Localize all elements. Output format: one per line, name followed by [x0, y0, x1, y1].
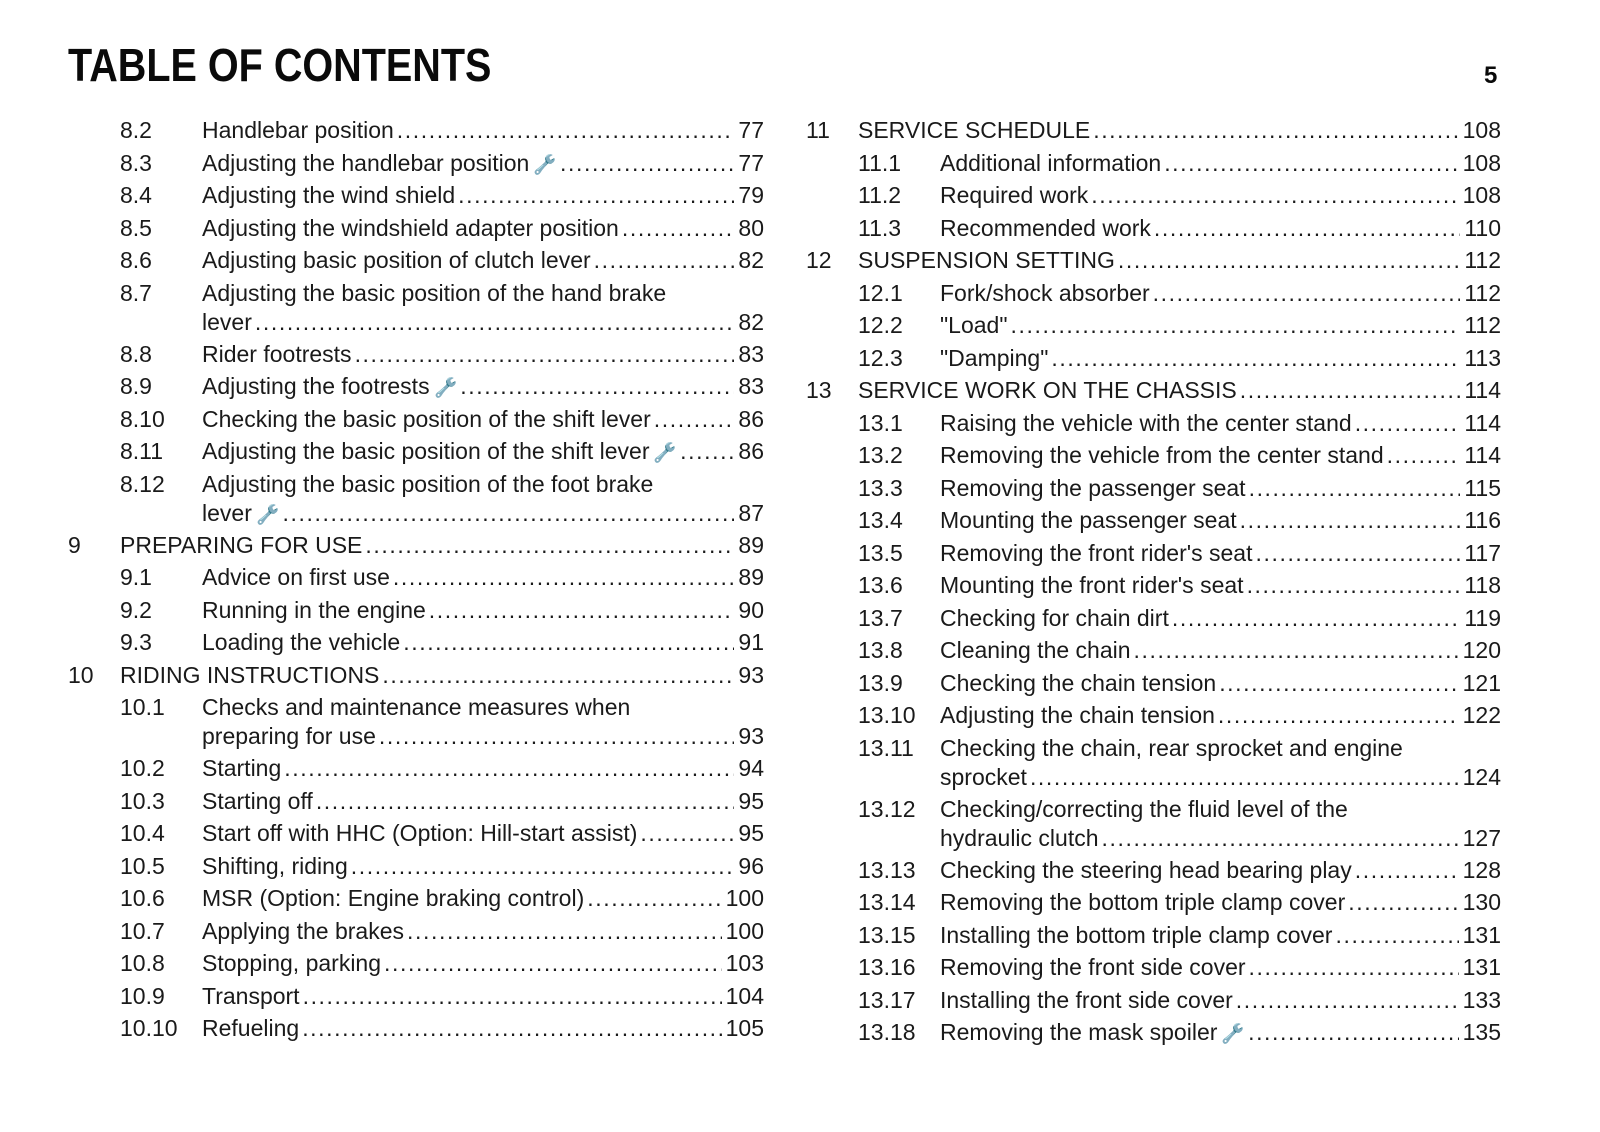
page-reference[interactable]: 83: [738, 340, 764, 367]
dot-leader: [355, 338, 735, 371]
dot-leader: [1218, 699, 1459, 732]
wrench-icon: 🔧: [533, 154, 558, 176]
section-title: Raising the vehicle with the center stand: [940, 409, 1352, 436]
page-reference[interactable]: 108: [1462, 149, 1501, 176]
section-number: 12.1: [858, 279, 903, 306]
toc-chapter-entry[interactable]: [806, 114, 1501, 147]
section-title: "Load": [940, 312, 1008, 338]
dot-leader: [1172, 602, 1460, 635]
wrench-icon: 🔧: [433, 378, 458, 399]
dot-leader: [1255, 537, 1460, 570]
section-title: Handlebar position: [202, 117, 394, 143]
dot-leader: [622, 212, 735, 245]
section-number: 13.8: [858, 637, 903, 663]
dot-leader: [403, 626, 734, 659]
toc-chapter-entry[interactable]: [68, 529, 764, 562]
dot-leader: [1240, 504, 1461, 537]
section-title: Start off with HHC (Option: Hill-start assist): [202, 820, 638, 846]
page-reference[interactable]: 95: [738, 787, 764, 814]
toc-section-entry[interactable]: [68, 1012, 764, 1045]
section-title: Checking the chain, rear sprocket and engine: [940, 734, 1403, 761]
dot-leader: [1247, 569, 1461, 602]
section-number: 13.4: [858, 507, 903, 533]
dot-leader: [1387, 439, 1461, 472]
page-reference[interactable]: 112: [1464, 279, 1501, 306]
dot-leader: [384, 947, 722, 980]
section-title: Cleaning the chain: [940, 637, 1131, 663]
section-number: 11.3: [858, 214, 902, 241]
dot-leader: [316, 785, 735, 818]
page-reference[interactable]: 113: [1464, 344, 1501, 371]
section-title: hydraulic clutch: [940, 824, 1099, 851]
section-title: Removing the front rider's seat: [940, 539, 1253, 566]
dot-leader: [1011, 309, 1461, 342]
section-number: 10.4: [120, 820, 165, 846]
page-reference[interactable]: 118: [1464, 572, 1501, 598]
section-number: 8.8: [120, 340, 152, 367]
toc-section-entry[interactable]: [806, 342, 1501, 375]
page-reference[interactable]: 131: [1462, 954, 1501, 980]
dot-leader: [1134, 634, 1459, 667]
section-title: SERVICE SCHEDULE: [858, 117, 1091, 143]
section-title: Adjusting the wind shield: [202, 182, 456, 208]
section-title: Recommended work: [940, 214, 1151, 241]
dot-leader: [1118, 244, 1460, 277]
page-reference[interactable]: 89: [738, 564, 764, 590]
section-number: 9.3: [120, 629, 152, 655]
page-number: 5: [1484, 62, 1498, 89]
toc-section-entry[interactable]: [806, 504, 1501, 537]
page-reference[interactable]: 89: [738, 531, 764, 558]
page-reference[interactable]: 77: [738, 149, 764, 176]
section-title: Starting off: [202, 787, 313, 814]
section-title: Required work: [940, 182, 1089, 208]
page-reference[interactable]: 112: [1464, 247, 1501, 273]
section-number: 10.5: [120, 852, 165, 879]
section-title: Installing the front side cover: [940, 986, 1233, 1013]
page-reference[interactable]: 93: [738, 723, 764, 749]
section-number: 8.2: [120, 117, 152, 143]
dot-leader: [303, 980, 722, 1013]
dot-leader: [640, 817, 734, 850]
dot-leader: [587, 882, 721, 915]
section-number: 11: [806, 117, 830, 143]
toc-section-entry[interactable]: [806, 147, 1501, 180]
section-number: 9.1: [120, 564, 152, 590]
toc-section-entry[interactable]: [68, 277, 764, 338]
toc-section-entry[interactable]: [68, 114, 764, 147]
dot-leader: [1153, 277, 1461, 310]
section-number: 8.5: [120, 214, 152, 241]
section-number: 13.14: [858, 889, 916, 915]
page-reference[interactable]: 100: [725, 917, 764, 944]
toc-section-entry[interactable]: [806, 699, 1501, 732]
section-title: "Damping": [940, 344, 1049, 371]
section-number: 9: [68, 531, 81, 558]
dot-leader: [680, 435, 734, 468]
page-reference[interactable]: 93: [738, 661, 764, 688]
toc-section-entry[interactable]: [806, 439, 1501, 472]
toc-section-entry[interactable]: [68, 370, 764, 403]
page-reference[interactable]: 82: [738, 308, 764, 335]
section-title: lever: [202, 308, 252, 335]
section-title: Shifting, riding: [202, 852, 348, 879]
section-title: Transport: [202, 982, 300, 1009]
toc-section-entry[interactable]: [806, 634, 1501, 667]
dot-leader: [302, 1012, 721, 1045]
section-number: 8.10: [120, 405, 165, 432]
section-title: Checking the steering head bearing play: [940, 856, 1352, 883]
section-title: Additional information: [940, 149, 1162, 176]
toc-section-entry[interactable]: [68, 980, 764, 1013]
section-number: 13.9: [858, 669, 903, 696]
section-number: 10: [68, 661, 94, 688]
section-number: 10.10: [120, 1015, 178, 1041]
section-number: 10.3: [120, 787, 165, 814]
toc-section-entry[interactable]: [806, 277, 1501, 310]
toc-section-entry[interactable]: [68, 147, 764, 180]
toc-section-entry[interactable]: [68, 915, 764, 948]
section-title: Checking for chain dirt: [940, 604, 1169, 631]
section-title: RIDING INSTRUCTIONS: [120, 661, 380, 688]
toc-section-entry[interactable]: [68, 403, 764, 436]
section-title: Adjusting the basic position of the hand brake: [202, 279, 667, 306]
section-number: 13.11: [858, 734, 914, 761]
toc-section-entry[interactable]: [806, 179, 1501, 212]
page-reference[interactable]: 116: [1464, 507, 1501, 533]
page-reference[interactable]: 83: [738, 373, 764, 399]
dot-leader: [594, 244, 735, 277]
dot-leader: [365, 529, 734, 562]
page-reference[interactable]: 82: [738, 247, 764, 273]
dot-leader: [1051, 342, 1460, 375]
page-reference[interactable]: 130: [1462, 889, 1501, 915]
toc-section-entry[interactable]: [806, 407, 1501, 440]
dot-leader: [1091, 179, 1458, 212]
section-number: 10.9: [120, 982, 165, 1009]
toc-section-entry[interactable]: [68, 212, 764, 245]
page-reference[interactable]: 79: [738, 182, 764, 208]
dot-leader: [255, 306, 735, 339]
dot-leader: [1240, 374, 1461, 407]
section-number: 13.18: [858, 1019, 916, 1045]
page-reference[interactable]: 133: [1462, 986, 1501, 1013]
section-number: 8.12: [120, 470, 165, 497]
section-title: Removing the bottom triple clamp cover: [940, 889, 1346, 915]
section-number: 13.6: [858, 572, 903, 598]
section-number: 13.17: [858, 986, 916, 1013]
dot-leader: [283, 497, 735, 530]
toc-section-entry[interactable]: [806, 919, 1501, 952]
section-number: 13.7: [858, 604, 903, 631]
section-number: 13.16: [858, 954, 916, 980]
toc-section-entry[interactable]: [806, 854, 1501, 887]
section-title: SERVICE WORK ON THE CHASSIS: [858, 377, 1237, 403]
dot-leader: [1030, 761, 1459, 794]
section-number: 12: [806, 247, 832, 273]
section-title: Checks and maintenance measures when: [202, 694, 631, 720]
section-title: Adjusting the handlebar position: [202, 149, 530, 176]
page-reference[interactable]: 114: [1464, 409, 1501, 436]
page-reference[interactable]: 105: [725, 1015, 764, 1041]
toc-section-entry[interactable]: [806, 309, 1501, 342]
dot-leader: [458, 179, 734, 212]
dot-leader: [654, 403, 735, 436]
toc-chapter-entry[interactable]: [806, 374, 1501, 407]
page-title: TABLE OF CONTENTS: [68, 39, 492, 91]
page-reference[interactable]: 103: [725, 950, 764, 976]
page-reference[interactable]: 87: [738, 499, 764, 526]
toc-section-entry[interactable]: [68, 752, 764, 785]
dot-leader: [1249, 472, 1461, 505]
section-title: Mounting the passenger seat: [940, 507, 1237, 533]
section-title: Applying the brakes: [202, 917, 405, 944]
section-title: MSR (Option: Engine braking control): [202, 885, 585, 911]
toc-section-entry[interactable]: [806, 951, 1501, 984]
dot-leader: [382, 659, 734, 692]
dot-leader: [460, 370, 734, 403]
section-title: Loading the vehicle: [202, 629, 401, 655]
dot-leader: [1335, 919, 1458, 952]
wrench-icon: 🔧: [255, 504, 280, 526]
page-reference[interactable]: 131: [1462, 921, 1501, 948]
section-number: 8.7: [120, 279, 152, 306]
page-reference[interactable]: 104: [725, 982, 764, 1009]
page-reference[interactable]: 127: [1462, 824, 1501, 851]
section-number: 12.2: [858, 312, 903, 338]
dot-leader: [284, 752, 734, 785]
section-number: 13: [806, 377, 832, 403]
section-number: 11.1: [858, 149, 902, 176]
section-title: Rider footrests: [202, 340, 352, 367]
page-reference[interactable]: 86: [738, 405, 764, 432]
section-number: 9.2: [120, 596, 152, 623]
section-number: 8.9: [120, 373, 152, 399]
section-title: Checking/correcting the fluid level of the: [940, 795, 1348, 822]
page-reference[interactable]: 86: [738, 438, 764, 464]
section-title: Adjusting the basic position of the foot brake: [202, 470, 654, 497]
toc-section-entry[interactable]: [68, 691, 764, 752]
section-title: Running in the engine: [202, 596, 426, 623]
dot-leader: [1102, 822, 1459, 855]
page-reference[interactable]: 95: [738, 820, 764, 846]
section-number: 10.6: [120, 885, 165, 911]
section-title: Adjusting the chain tension: [940, 702, 1215, 728]
toc-section-entry[interactable]: [806, 537, 1501, 570]
page-reference[interactable]: 77: [738, 117, 764, 143]
toc-section-entry[interactable]: [806, 602, 1501, 635]
section-title: Removing the vehicle from the center stand: [940, 442, 1384, 468]
page-reference[interactable]: 114: [1464, 442, 1501, 468]
section-title: Adjusting the basic position of the shift lever: [202, 438, 650, 464]
page-reference[interactable]: 96: [738, 852, 764, 879]
section-title: preparing for use: [202, 723, 376, 749]
page-reference[interactable]: 135: [1462, 1019, 1501, 1045]
dot-leader: [1348, 886, 1458, 919]
section-title: Removing the front side cover: [940, 954, 1246, 980]
dot-leader: [1154, 212, 1460, 245]
section-number: 10.2: [120, 755, 165, 781]
page-reference[interactable]: 112: [1464, 312, 1501, 338]
dot-leader: [351, 850, 735, 883]
section-title: Checking the basic position of the shift lever: [202, 405, 651, 432]
page-reference[interactable]: 108: [1462, 117, 1501, 143]
section-title: SUSPENSION SETTING: [858, 247, 1115, 273]
dot-leader: [1248, 1016, 1459, 1049]
dot-leader: [429, 594, 735, 627]
toc-section-entry[interactable]: [68, 882, 764, 915]
toc-section-entry[interactable]: [68, 850, 764, 883]
toc-section-entry[interactable]: [806, 732, 1501, 793]
dot-leader: [393, 561, 734, 594]
section-title: Starting: [202, 755, 282, 781]
dot-leader: [1355, 854, 1459, 887]
section-number: 11.2: [858, 182, 902, 208]
page-reference[interactable]: 122: [1462, 702, 1501, 728]
toc-section-entry[interactable]: [68, 338, 764, 371]
page-reference[interactable]: 100: [725, 885, 764, 911]
dot-leader: [1219, 667, 1458, 700]
section-number: 13.3: [858, 474, 903, 501]
page-reference[interactable]: 94: [738, 755, 764, 781]
toc-section-entry[interactable]: [68, 626, 764, 659]
toc-section-entry[interactable]: [68, 244, 764, 277]
page-reference[interactable]: 91: [738, 629, 764, 655]
wrench-icon: 🔧: [653, 443, 678, 464]
page-reference[interactable]: 119: [1464, 604, 1501, 631]
dot-leader: [397, 114, 735, 147]
section-number: 13.10: [858, 702, 916, 728]
page-reference[interactable]: 117: [1464, 539, 1501, 566]
section-number: 13.5: [858, 539, 903, 566]
section-number: 13.2: [858, 442, 903, 468]
toc-left-column: [68, 114, 764, 1045]
section-title: Adjusting basic position of clutch lever: [202, 247, 591, 273]
toc-section-entry[interactable]: [806, 984, 1501, 1017]
dot-leader: [1093, 114, 1458, 147]
toc-chapter-entry[interactable]: [68, 659, 764, 692]
section-number: 10.1: [120, 694, 165, 720]
section-title: Stopping, parking: [202, 950, 382, 976]
section-title: lever: [202, 499, 252, 526]
page-reference[interactable]: 110: [1464, 214, 1501, 241]
toc-section-entry[interactable]: [806, 569, 1501, 602]
toc-section-entry[interactable]: [68, 947, 764, 980]
section-title: Fork/shock absorber: [940, 279, 1150, 306]
toc-section-entry[interactable]: [68, 785, 764, 818]
section-number: 8.6: [120, 247, 152, 273]
toc-section-entry[interactable]: [806, 212, 1501, 245]
dot-leader: [1164, 147, 1458, 180]
section-number: 8.11: [120, 438, 164, 464]
section-title: Refueling: [202, 1015, 300, 1041]
page-reference[interactable]: 114: [1464, 377, 1501, 403]
section-title: Mounting the front rider's seat: [940, 572, 1244, 598]
dot-leader: [560, 147, 734, 180]
toc-section-entry[interactable]: [68, 594, 764, 627]
page-reference[interactable]: 90: [738, 596, 764, 623]
page-reference[interactable]: 128: [1462, 856, 1501, 883]
section-title: PREPARING FOR USE: [120, 531, 363, 558]
toc-section-entry[interactable]: [68, 468, 764, 529]
page-reference[interactable]: 124: [1462, 763, 1501, 790]
page-reference[interactable]: 121: [1462, 669, 1501, 696]
section-number: 13.12: [858, 795, 916, 822]
section-number: 13.13: [858, 856, 916, 883]
section-title: Adjusting the footrests: [202, 373, 430, 399]
section-title: sprocket: [940, 763, 1027, 790]
section-title: Removing the mask spoiler: [940, 1019, 1218, 1045]
page-reference[interactable]: 120: [1462, 637, 1501, 663]
dot-leader: [379, 720, 735, 753]
section-number: 12.3: [858, 344, 903, 371]
section-number: 10.7: [120, 917, 165, 944]
toc-section-entry[interactable]: [806, 667, 1501, 700]
wrench-icon: 🔧: [1221, 1024, 1246, 1045]
page-reference[interactable]: 108: [1462, 182, 1501, 208]
toc-section-entry[interactable]: [68, 435, 764, 468]
section-number: 10.8: [120, 950, 165, 976]
toc-section-entry[interactable]: [68, 179, 764, 212]
section-title: Removing the passenger seat: [940, 474, 1246, 501]
section-title: Adjusting the windshield adapter position: [202, 214, 619, 241]
page-reference[interactable]: 80: [738, 214, 764, 241]
section-number: 13.1: [858, 409, 903, 436]
toc-right-column: [806, 114, 1501, 1049]
section-number: 8.3: [120, 149, 152, 176]
toc-section-entry[interactable]: [806, 886, 1501, 919]
section-title: Checking the chain tension: [940, 669, 1217, 696]
dot-leader: [1355, 407, 1461, 440]
toc-section-entry[interactable]: [806, 1016, 1501, 1049]
section-title: Installing the bottom triple clamp cover: [940, 921, 1333, 948]
page-reference[interactable]: 115: [1464, 474, 1501, 501]
section-number: 13.15: [858, 921, 916, 948]
dot-leader: [1249, 951, 1459, 984]
toc-section-entry[interactable]: [806, 793, 1501, 854]
toc-chapter-entry[interactable]: [806, 244, 1501, 277]
toc-section-entry[interactable]: [68, 561, 764, 594]
toc-section-entry[interactable]: [68, 817, 764, 850]
section-title: Advice on first use: [202, 564, 390, 590]
toc-section-entry[interactable]: [806, 472, 1501, 505]
dot-leader: [1236, 984, 1459, 1017]
dot-leader: [407, 915, 722, 948]
section-number: 8.4: [120, 182, 152, 208]
